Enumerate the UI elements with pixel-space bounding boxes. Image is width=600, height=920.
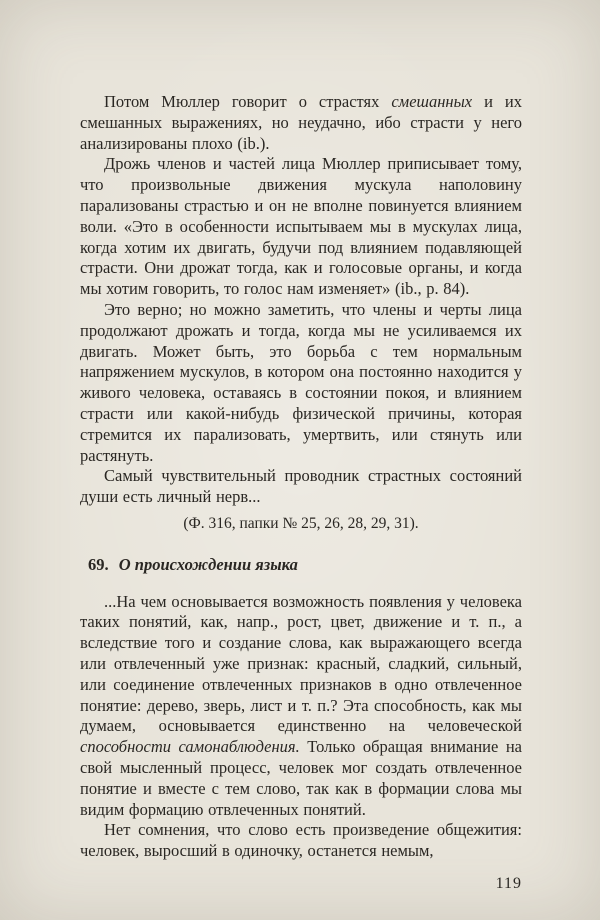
text-block (80, 92, 522, 895)
paragraph-muscle-tension (80, 300, 522, 466)
paragraph-facial-nerve (80, 466, 522, 508)
paragraph-origin-of-language (80, 592, 522, 821)
text-segment: Самый чувствительный проводник страстных состояний души есть личный нерв... (80, 466, 522, 507)
italic-text-segment: смешанных (391, 92, 473, 111)
text-segment: Только обращая внимание на свой мысленный процесс, человек мог создать отвлеченное понятие и вместе с тем слово, так как в формации слова мы видим формацию отвлеченных понятий. (80, 737, 523, 819)
paragraph-mueller-passions (80, 92, 522, 154)
italic-text-segment: способности самонаблюдения. (80, 737, 300, 757)
text-segment: Дрожь членов и частей лица Мюллер приписывает тому, что произвольные движения мускула наполовину парализованы страстью и он не вполне повинуется влиянием воли. «Это в особенности испытываем мы в мускулах лица, когда хотим их двигать, будучи под влиянием подавляющей страсти. Они дрожат тогда, как и голосовые органы, и когда мы хотим говорить, то голос нам изменяет» (ib., p. 84). (80, 154, 522, 299)
section-title: О происхождении языка (118, 554, 298, 574)
archival-reference: (Ф. 316, папки № 25, 26, 28, 29, 31). (183, 514, 419, 532)
paragraph-word-society (80, 820, 522, 862)
text-segment: ...На чем основывается возможность появления у человека таких понятий, как, напр., рост, цвет, движение и т. п., а вследствие того и создание слова, как выражающего всегда или отвлеченный уже признак: красный, сладкий, сильный, или соединение отвлеченных признаков в одно отвлеченное понятие: дерево, зверь, лист и т. п.? Эта способность, как мы думаем, основывается единственно на человеческой (80, 591, 522, 736)
text-segment: Нет сомнения, что слово есть произведение общежития: человек, выросший в одиночку, останется немым, (80, 820, 522, 861)
paragraph-trembling (80, 154, 522, 300)
page-number: 119 (495, 874, 522, 892)
text-segment: Потом Мюллер говорит о страстях (104, 92, 392, 111)
text-segment: Это верно; но можно заметить, что члены и черты лица продолжают дрожать и тогда, когда мы не усиливаемся их двигать. Может быть, это борьба с тем нормальным напряжением мускулов, в котором она постоянно находится у живого человека, оставаясь в состоянии покоя, и влиянием страсти или какой-нибудь физической причины, которая стремится их парализовать, умертвить, или стянуть или растянуть. (80, 299, 522, 465)
text-segment: и их смешанных выражениях, но неудачно, ибо страсти у него анализированы плохо (ib.). (80, 92, 522, 153)
section-number: 69. (88, 554, 109, 574)
section-heading (80, 555, 522, 576)
